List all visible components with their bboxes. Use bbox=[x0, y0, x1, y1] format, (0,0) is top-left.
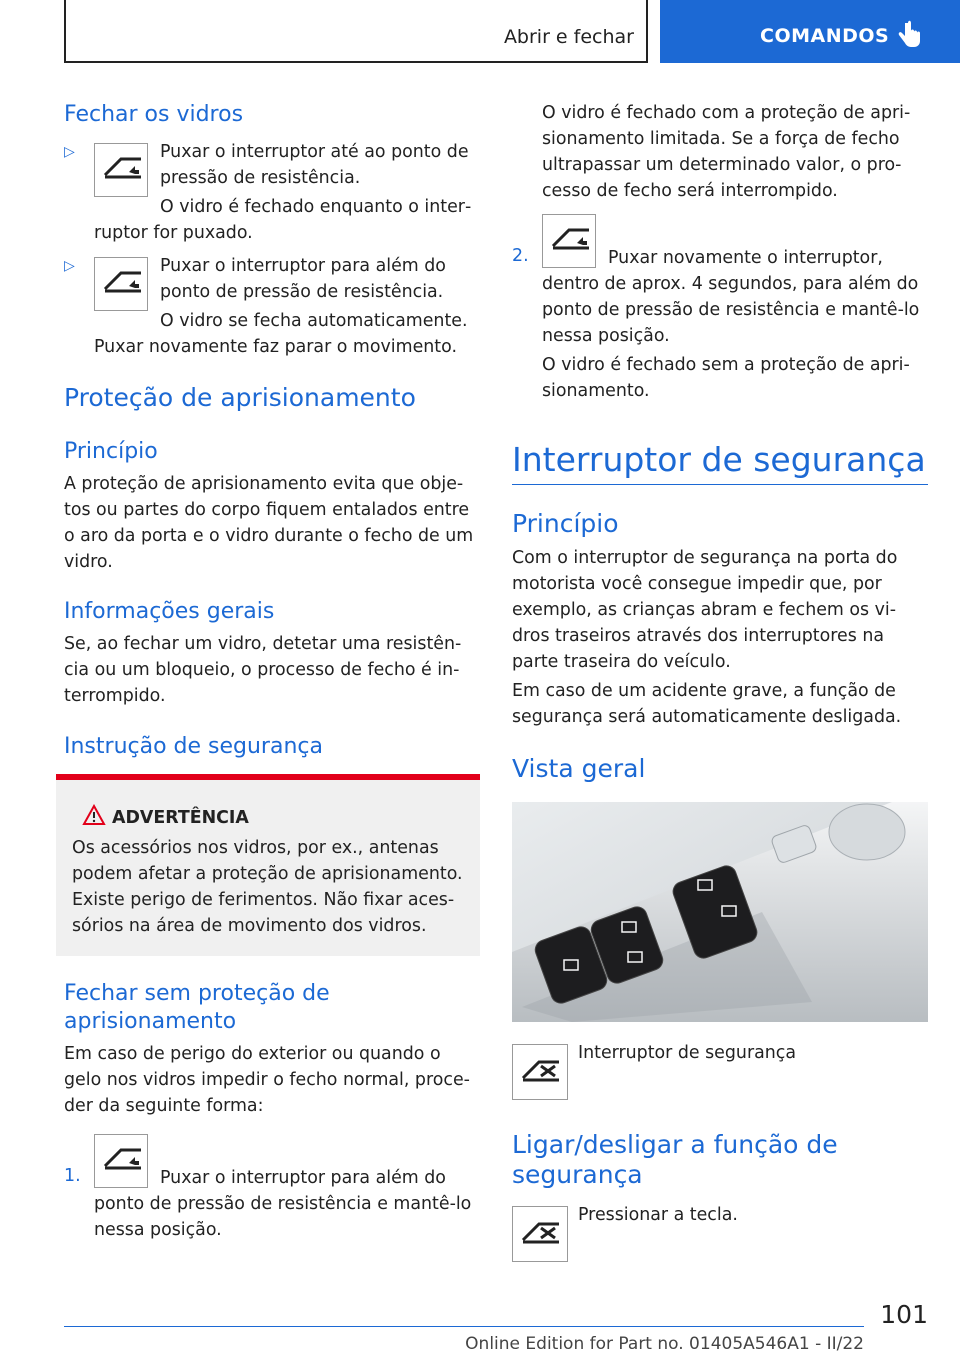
window-switch-icon bbox=[542, 214, 596, 268]
n2-result: sionamento. bbox=[542, 381, 650, 401]
info-line: Se, ao fechar um vidro, detetar uma resistên‐ bbox=[64, 634, 462, 654]
step2-result-2: Puxar novamente faz parar o movimento. bbox=[94, 337, 457, 357]
n1-line-c: nessa posição. bbox=[94, 1220, 222, 1240]
step1-line-b: pressão de resistência. bbox=[160, 168, 361, 188]
chapter-label: COMANDOS bbox=[760, 25, 890, 47]
heading-principio-right: Princípio bbox=[512, 509, 619, 538]
warning-line: podem afetar a proteção de aprisionamento. bbox=[72, 864, 463, 884]
n2-result: O vidro é fechado sem a proteção de apri‐ bbox=[542, 355, 910, 375]
window-switch-icon bbox=[94, 257, 148, 311]
door-panel-illustration bbox=[512, 802, 928, 1022]
heading-protecao: Proteção de aprisionamento bbox=[64, 383, 416, 412]
step2-result-1: O vidro se fecha automaticamente. bbox=[160, 311, 468, 331]
heading-sem-protecao-1: Fechar sem proteção de bbox=[64, 981, 330, 1006]
heading-ligar-1: Ligar/desligar a função de bbox=[512, 1130, 838, 1159]
cont-line: cesso de fecho será interrompido. bbox=[542, 181, 838, 201]
principio-right-line: Com o interruptor de segurança na porta do bbox=[512, 548, 898, 568]
info-line: cia ou um bloqueio, o processo de fecho é in‐ bbox=[64, 660, 460, 680]
hand-pointer-icon bbox=[896, 20, 922, 50]
step2-line-b: ponto de pressão de resistência. bbox=[160, 282, 444, 302]
principio-line: A proteção de aprisionamento evita que obje‐ bbox=[64, 474, 464, 494]
principio-line: tos ou partes do corpo fiquem entalados entre bbox=[64, 500, 470, 520]
section-title: Abrir e fechar bbox=[503, 26, 634, 48]
n2-line: nessa posição. bbox=[542, 326, 670, 346]
window-switch-icon bbox=[94, 143, 148, 197]
child-lock-switch-icon bbox=[512, 1206, 568, 1262]
info-line: terrompido. bbox=[64, 686, 166, 706]
acidente-line: segurança será automaticamente desligada. bbox=[512, 707, 902, 727]
principio-right-line: exemplo, as crianças abram e fechem os vi‐ bbox=[512, 600, 897, 620]
n2-line: ponto de pressão de resistência e mantê-lo bbox=[542, 300, 920, 320]
heading-principio: Princípio bbox=[64, 439, 158, 464]
pressionar-tecla: Pressionar a tecla. bbox=[578, 1205, 738, 1225]
warning-line: sórios na área de movimento dos vidros. bbox=[72, 916, 427, 936]
section-rule bbox=[512, 484, 928, 485]
acidente-line: Em caso de um acidente grave, a função de bbox=[512, 681, 896, 701]
edition-footer: Online Edition for Part no. 01405A546A1 - II/22 bbox=[465, 1334, 864, 1354]
step2-line-a: Puxar o interruptor para além do bbox=[160, 256, 446, 276]
heading-ligar-2: segurança bbox=[512, 1160, 643, 1189]
n1-line-a: Puxar o interruptor para além do bbox=[160, 1168, 446, 1188]
bullet-triangle: ▷ bbox=[64, 258, 75, 274]
heading-fechar-vidros: Fechar os vidros bbox=[64, 102, 244, 127]
warning-triangle-icon bbox=[82, 804, 106, 826]
heading-info-gerais: Informações gerais bbox=[64, 599, 275, 624]
bullet-triangle: ▷ bbox=[64, 144, 75, 160]
heading-sem-protecao-2: aprisionamento bbox=[64, 1009, 237, 1034]
window-switch-icon bbox=[94, 1134, 148, 1188]
warning-box bbox=[56, 780, 480, 956]
step-number: 1. bbox=[64, 1166, 81, 1186]
heading-instrucao: Instrução de segurança bbox=[64, 734, 323, 759]
step1-result-2: ruptor for puxado. bbox=[94, 223, 253, 243]
n2-line-a: Puxar novamente o interruptor, bbox=[608, 248, 883, 268]
warning-line: Os acessórios nos vidros, por ex., antenas bbox=[72, 838, 439, 858]
step-number: 2. bbox=[512, 246, 529, 266]
sem-line: der da seguinte forma: bbox=[64, 1096, 264, 1116]
step1-result-1: O vidro é fechado enquanto o inter‐ bbox=[160, 197, 472, 217]
chapter-tab[interactable] bbox=[660, 0, 960, 63]
cont-line: sionamento limitada. Se a força de fecho bbox=[542, 129, 900, 149]
sem-line: gelo nos vidros impedir o fecho normal, proce‐ bbox=[64, 1070, 470, 1090]
principio-right-line: parte traseira do veículo. bbox=[512, 652, 731, 672]
principio-line: o aro da porta e o vidro durante o fecho de um bbox=[64, 526, 474, 546]
principio-line: vidro. bbox=[64, 552, 113, 572]
heading-vista-geral: Vista geral bbox=[512, 754, 646, 783]
warning-line: Existe perigo de ferimentos. Não fixar aces‐ bbox=[72, 890, 455, 910]
n2-line: dentro de aprox. 4 segundos, para além do bbox=[542, 274, 919, 294]
step1-line-a: Puxar o interruptor até ao ponto de bbox=[160, 142, 469, 162]
footer-rule bbox=[64, 1326, 864, 1327]
legend-interruptor: Interruptor de segurança bbox=[578, 1043, 796, 1063]
door-switch-photo bbox=[512, 802, 928, 1022]
child-lock-switch-icon bbox=[512, 1044, 568, 1100]
heading-interruptor: Interruptor de segurança bbox=[512, 440, 926, 479]
cont-line: ultrapassar um determinado valor, o pro‐ bbox=[542, 155, 902, 175]
n1-line-b: ponto de pressão de resistência e mantê-lo bbox=[94, 1194, 472, 1214]
principio-right-line: motorista você consegue impedir que, por bbox=[512, 574, 882, 594]
sem-line: Em caso de perigo do exterior ou quando o bbox=[64, 1044, 441, 1064]
cont-line: O vidro é fechado com a proteção de apri‐ bbox=[542, 103, 911, 123]
warning-title: ADVERTÊNCIA bbox=[112, 808, 249, 828]
page-number: 101 bbox=[880, 1300, 928, 1329]
principio-right-line: dros traseiros através dos interruptores na bbox=[512, 626, 884, 646]
